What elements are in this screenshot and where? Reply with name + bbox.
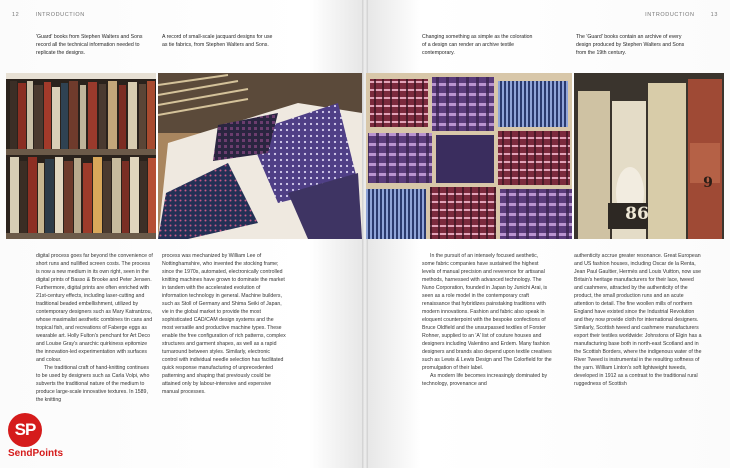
right-caption-1: Changing something as simple as the coloration of a design can render an archive textile contemporary.: [422, 34, 533, 56]
right-caption-2: The 'Guard' books contain an archive of every design produced by Stephen Walters and Sons from the 19th century.: [576, 34, 685, 56]
left-caption-1: 'Guard' books from Stephen Walters and Sons record all the technical information needed to replicate the designs.: [36, 34, 143, 56]
left-folio: [12, 12, 85, 18]
right-body-column-2: [574, 252, 702, 388]
spine-label-86: 86: [625, 204, 649, 224]
spine-label-9: 9: [703, 175, 713, 191]
left-running-head: INTRODUCTION: [35, 12, 85, 18]
photo-archive-textiles: [366, 73, 572, 239]
right-folio: [645, 12, 718, 18]
paragraph: As modern life becomes increasingly dominated by technology, provenance and: [422, 373, 548, 387]
right-body-column-1: [422, 252, 552, 388]
left-page-number: 12: [12, 12, 20, 18]
sendpoints-watermark: [8, 413, 128, 463]
left-body-column-1: [36, 252, 154, 404]
sendpoints-logo-badge: SP: [8, 413, 42, 447]
right-running-head: INTRODUCTION: [645, 12, 695, 18]
left-caption-2: A record of small-scale jacquard designs for use as tie fabrics, from Stephen Walters and Sons.: [162, 34, 273, 48]
paragraph: The traditional craft of hand-knitting continues to be used by designers such as Carla Volpi, who subverts the traditional nature of the medium to produce large-scale innovative textures. In 1589, the knitting: [36, 365, 150, 403]
paragraph: authenticity accrue greater resonance. Great European and US fashion houses, including Oscar de la Renta, Jean Paul Gaultier, Hermès and Louis Vuitton, now use Britain's heritage manufacturers for their lace, tweed and cashmere, attracted by the authenticity of the product, the small production runs and an acute attention to detail. The fine woollen mills of northern England have existed since the Industrial Revolution and they now provide cloth for international designers. Similarly, Scottish tweed and cashmere manufacturers export their textiles worldwide: Johnstons of Elgin has a manufacturing base both in north-east Scotland and in the Scottish Borders, where the indigenous water of the River Tweed is instrumental in the resulting softness of the yarn. William Linton's soft lightweight tweeds, developed in 1912 as a contrast to the traditional rural ruggedness of Scottish: [574, 253, 702, 387]
left-body-column-2: [162, 252, 286, 396]
photo-tie-fabric-swatches: [158, 73, 362, 239]
photo-guard-book-spines: [574, 73, 724, 239]
right-page-number: 13: [710, 12, 718, 18]
photo-guard-book-shelves: [6, 73, 156, 239]
paragraph: process was mechanized by William Lee of Nottinghamshire, who invented the stocking frame; since the 1970s, automated, electronically controlled knitting machines have grown to dominate the market in tandem with the accelerated evolution of information technology in general. Machine builders, such as Stoll of Germany and Shima Seiki of Japan, vie in the global market to provide the most sophisticated CAD/CAM design systems and the most versatile and productive machine types. These enable the free configuration of rich patterns, complex structures and garment shapes, as well as a rapid turnaround between styles. Similarly, electronic control with individual needle selection has facilitated quick response manufacturing of unprecedented patterning and shaping that previously could be attained only by labour-intensive and expensive manual processes.: [162, 253, 286, 395]
paragraph: digital process goes far beyond the convenience of short runs and nullified screen costs. The process is now a new medium in its own right, seen in the digital prints of Basso & Brooke and Peter Jensen. Furthermore, digital prints are often enriched with 21st-century effects, including laser-cutting and traditional beaded embellishment, utilized by contemporary designers such as Mary Katrantzou, whose maximalist aesthetic combines tin cans and tropical fish, and recreations of Faberge eggs as wearable art. Holly Fulton's penchant for Art Deco and Louise Gray's anarchic quirkiness epitomize the innovation-led experimentation with surfaces and colour.: [36, 253, 153, 363]
paragraph: In the pursuit of an intensely focused aesthetic, some fabric companies have sustained the highest levels of manual precision and reverence for artisanal methods, harnessed with advanced technology. The Nuno Corporation, founded in Japan by Junichi Arai, is seen as a role model in the contemporary craft renaissance that hybridizes painstaking traditions with modern innovations. Fashion and fabric also speak in eloquent counterpoint with the bespoke confections of Bruce Oldfield and the unsurpassed textiles of Forster Rohner, supplied to an 'A' list of couture houses and designers including Valentino and Erdem. Many fashion designers and brands also depend upon textile creatives such as Lewis & Lewis Design and The Colorfield for the promulgation of their label.: [422, 253, 552, 371]
sendpoints-brand-name: SendPoints: [8, 448, 64, 459]
